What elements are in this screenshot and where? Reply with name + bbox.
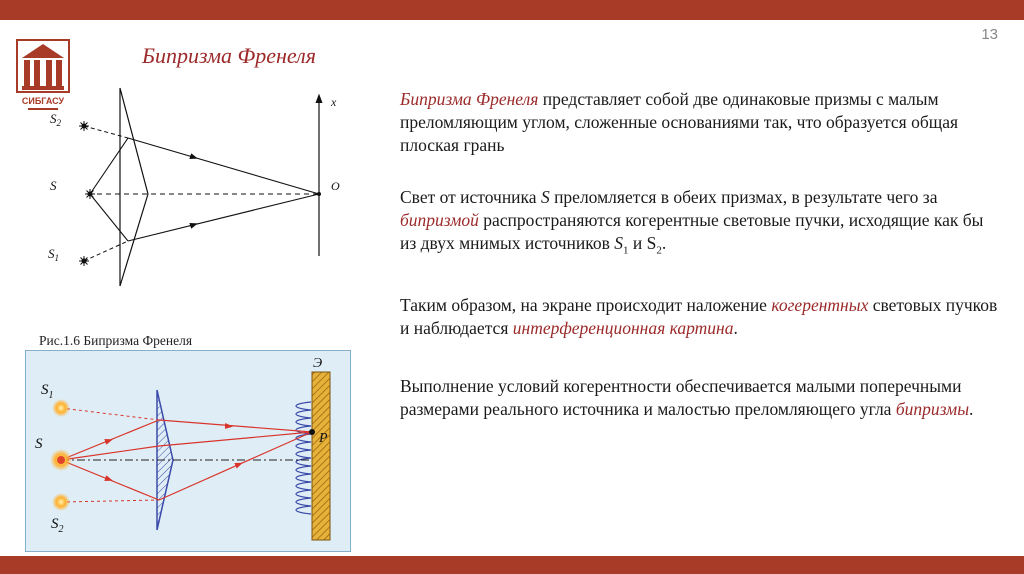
source-s-core: [57, 456, 65, 464]
label-o: O: [331, 179, 340, 193]
term-interference-pattern: интерференционная картина: [512, 318, 734, 338]
term-biprism-3: бипризмы: [895, 399, 970, 419]
figure-caption: Рис.1.6 Бипризма Френеля: [39, 333, 193, 348]
label-screen: Э: [313, 356, 323, 371]
label-x: x: [331, 95, 337, 109]
logo-text: СИБГАСУ: [21, 96, 65, 106]
p2-s: S: [540, 187, 550, 207]
ray-s-upper: [90, 138, 128, 194]
p2-text-3: распространяются когерентные световые пучки, исходящие как бы из двух мнимых источников: [400, 210, 984, 253]
top-bar: [0, 0, 1024, 20]
source-s1-glow-icon: [52, 399, 70, 417]
interference-diagram-svg: [25, 350, 351, 552]
screen-e: [312, 372, 330, 540]
ray-s-lower-refracted: [128, 194, 319, 241]
p2-text-1: Свет от источника: [400, 187, 541, 207]
biprism-outline: [120, 88, 148, 286]
source-s2-glow-icon: [52, 493, 70, 511]
source-s1-icon: [79, 256, 89, 266]
p4-text-1: Выполнение условий когерентности обеспечивается малыми поперечными размерами реального источника и малостью преломляющего угла: [400, 376, 962, 419]
virtual-ray-s1: [84, 241, 128, 261]
p3-text-2: световых пучков и наблюдается: [400, 295, 998, 338]
definition-text: представляет собой две одинаковые призмы с малым преломляющим углом, сложенные основаниями так, что образуется общая плоская грань: [400, 89, 959, 155]
label-s1-2: $S_1$: [41, 382, 54, 401]
paragraph-definition: [400, 88, 1000, 157]
p2-s1: S: [614, 233, 623, 253]
label-s2: $S_2$: [50, 111, 61, 128]
p2-s1-sub: 1: [623, 244, 629, 257]
bottom-bar: [0, 556, 1024, 574]
label-s1: $S_1$: [48, 246, 59, 263]
term-biprism: Бипризма Френеля: [400, 89, 539, 109]
point-o: [317, 192, 321, 196]
label-s: S: [50, 178, 57, 193]
p2-and: и S: [628, 233, 657, 253]
paragraph-interference: [400, 294, 1000, 340]
label-p: P: [319, 431, 328, 446]
interference-diagram: [25, 350, 351, 552]
ray-s-lower: [90, 194, 128, 241]
biprism-schematic: [40, 86, 360, 326]
p2-text-2: преломляется в обеих призмах, в результате чего за: [549, 187, 938, 207]
p2-end: .: [661, 233, 667, 253]
label-s-2: S: [35, 436, 43, 452]
p3-text-1: Таким образом, на экране происходит наложение: [400, 295, 772, 315]
term-coherent: когерентных: [771, 295, 869, 315]
p4-end: .: [969, 399, 974, 419]
ray-s-upper-refracted: [128, 138, 319, 194]
source-s2-icon: [79, 121, 89, 131]
p3-end: .: [733, 318, 738, 338]
point-p: [309, 429, 315, 435]
label-s2-2: $S_2$: [51, 516, 64, 535]
paragraph-source: [400, 186, 1000, 263]
p2-s2-sub: 2: [656, 244, 662, 257]
virtual-ray-s2: [84, 126, 128, 138]
ray-arrow-3: [225, 426, 231, 427]
paragraph-coherence: [400, 375, 1000, 421]
biprism-schematic-svg: [40, 86, 360, 326]
slide-title: Бипризма Френеля: [142, 43, 316, 68]
page-number: 13: [981, 26, 998, 43]
source-s-icon: [85, 189, 95, 199]
term-biprism-2: бипризмой: [400, 210, 479, 230]
